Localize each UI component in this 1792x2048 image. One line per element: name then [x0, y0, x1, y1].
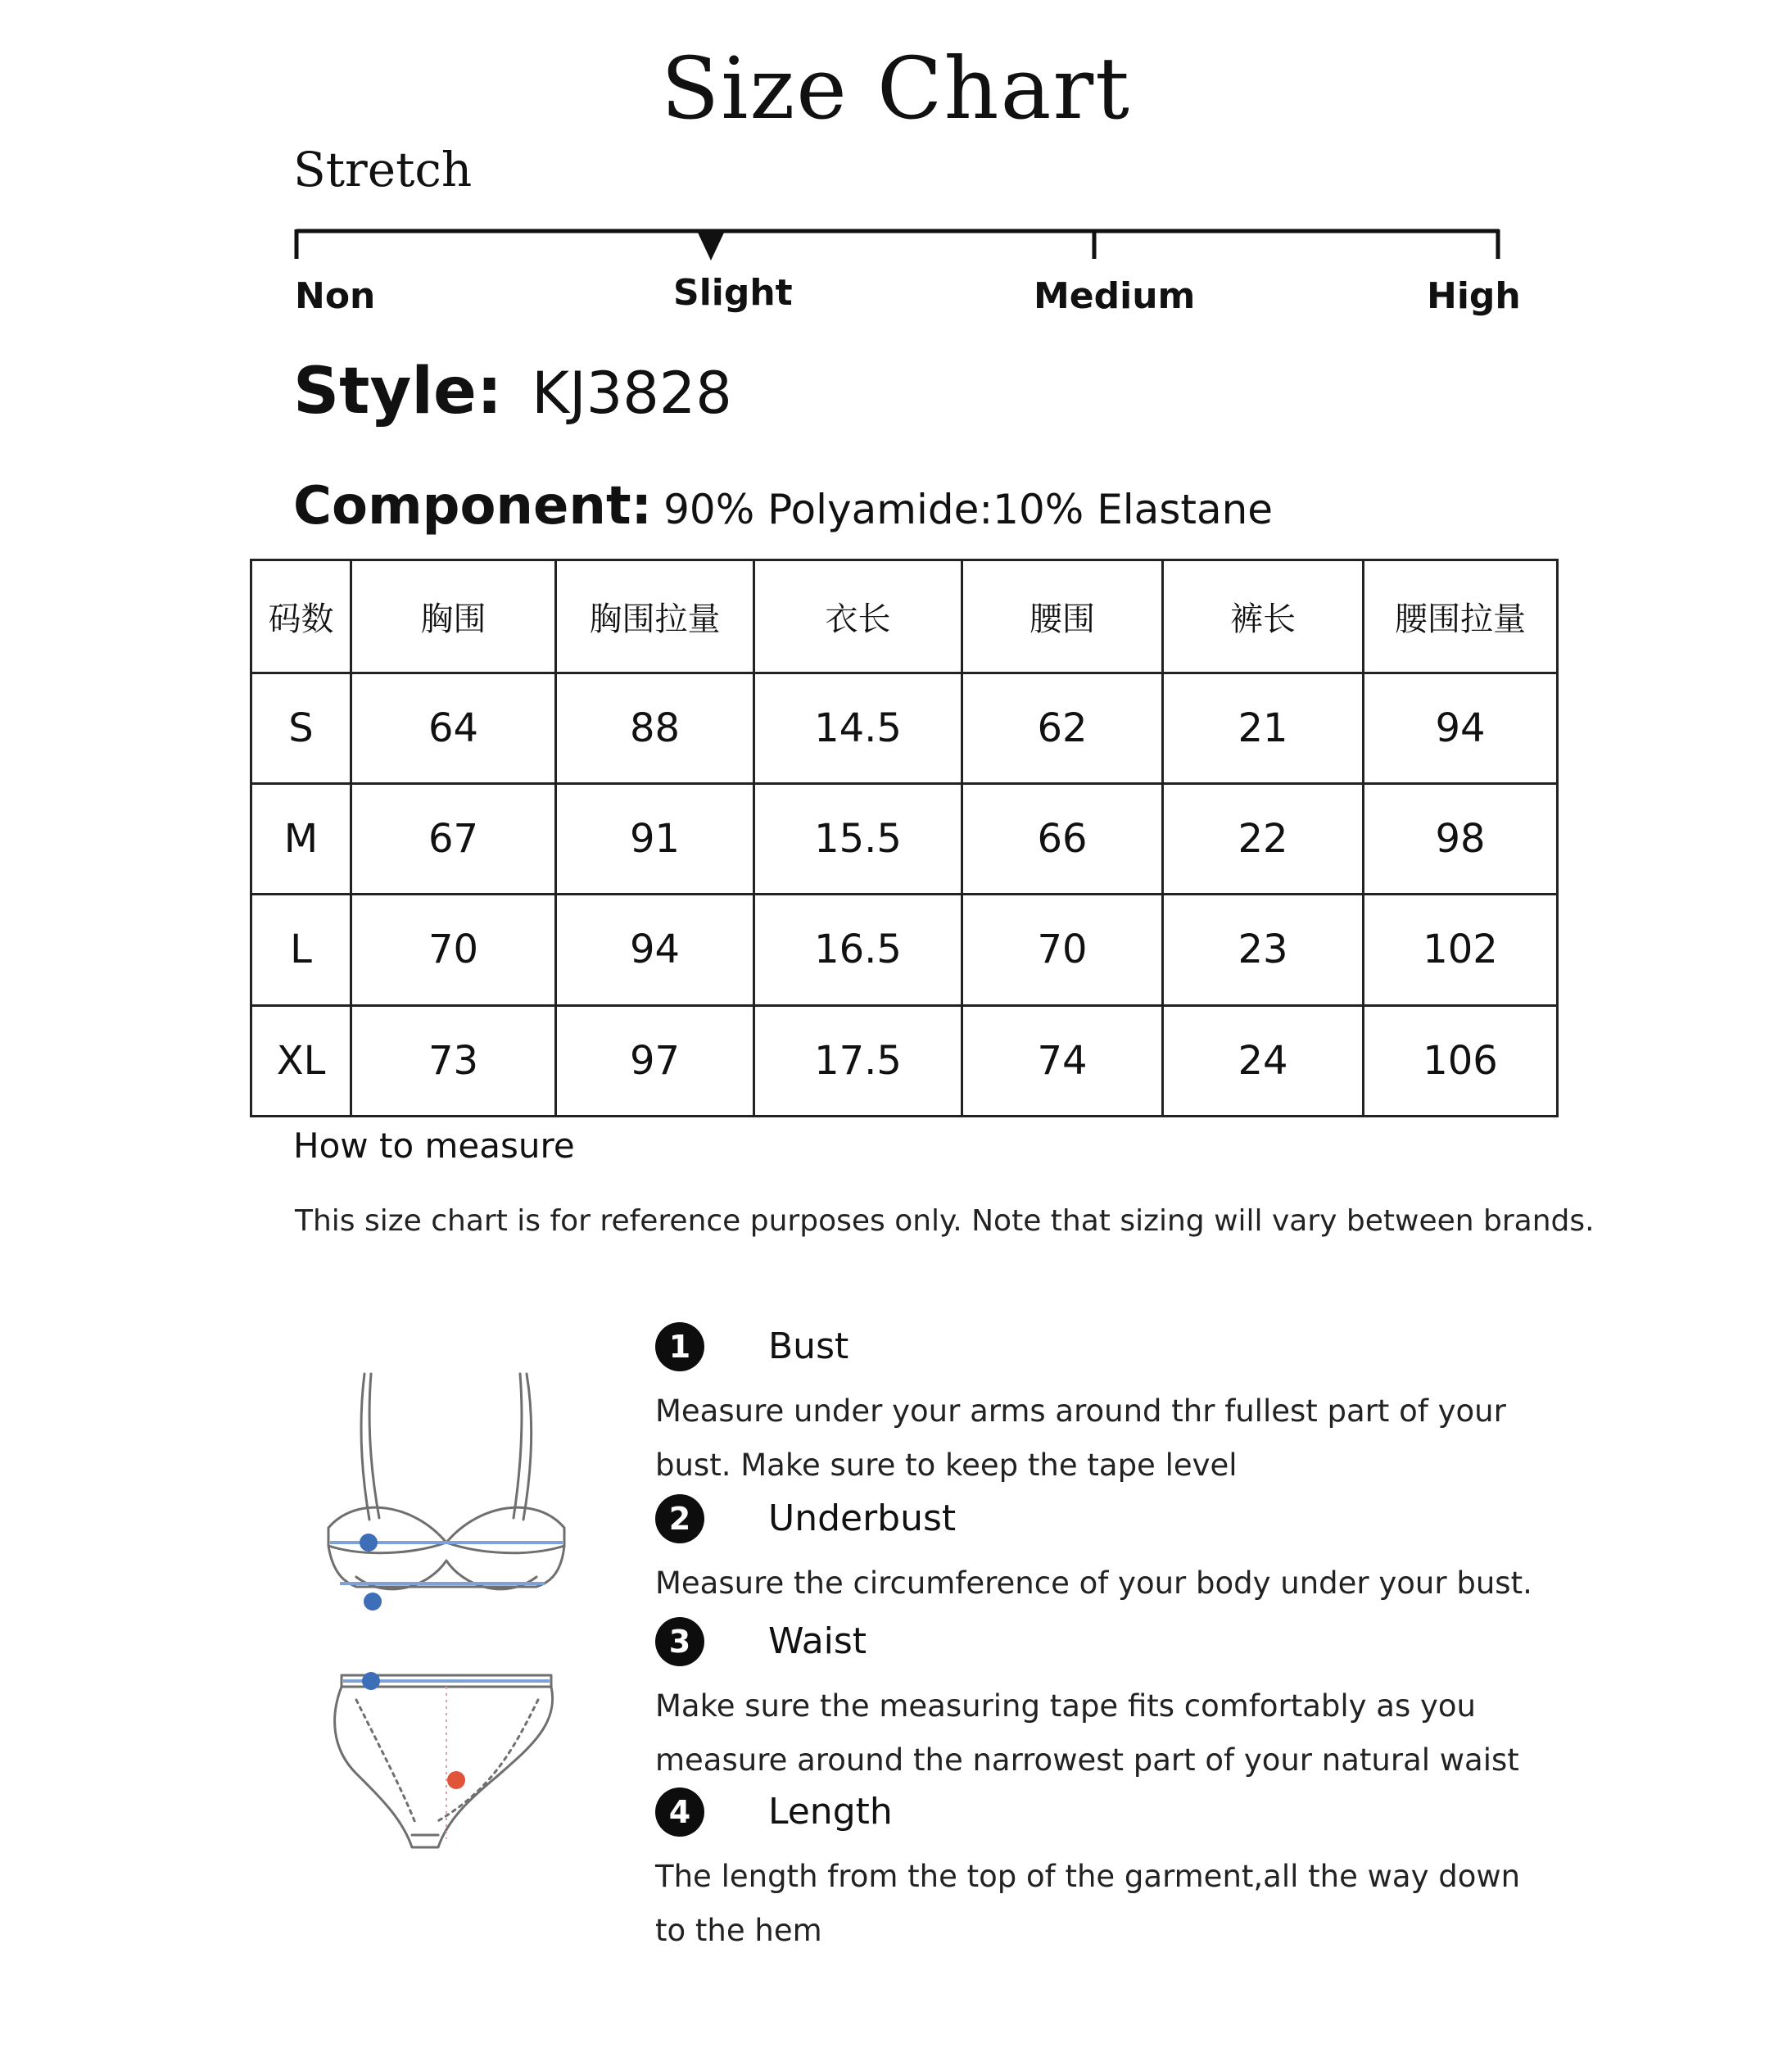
marker-3-icon — [362, 1672, 380, 1690]
table-cell: 14.5 — [754, 673, 962, 783]
bottoms-leg-right — [435, 1700, 538, 1823]
table-cell: 66 — [962, 783, 1163, 894]
table-cell: 94 — [1364, 673, 1558, 783]
measure-item-bust — [655, 1321, 1540, 1493]
measure-description: Measure the circumference of your body under your bust. — [655, 1565, 1532, 1601]
table-cell: 94 — [556, 895, 754, 1005]
left-strap — [361, 1374, 369, 1520]
bottoms-body — [335, 1687, 553, 1847]
table-cell: 97 — [556, 1005, 754, 1116]
stretch-scale — [0, 0, 1792, 344]
table-cell: 73 — [351, 1005, 556, 1116]
number-badge-1-icon: 1 — [655, 1322, 704, 1371]
number-badge-4-icon: 4 — [655, 1787, 704, 1837]
stretch-indicator-icon — [698, 233, 724, 261]
table-cell: 91 — [556, 783, 754, 894]
size-table — [250, 559, 1559, 1117]
component-label: Component: — [293, 476, 653, 537]
marker-1-icon — [360, 1534, 378, 1552]
table-cell: 24 — [1163, 1005, 1364, 1116]
table-cell: 70 — [962, 895, 1163, 1005]
page-title: Size Chart — [661, 39, 1131, 138]
style-value: KJ3828 — [532, 360, 732, 427]
table-row — [251, 1005, 1558, 1116]
table-cell: 15.5 — [754, 783, 962, 894]
stretch-level-non: Non — [295, 275, 376, 317]
stretch-label: Stretch — [293, 142, 473, 197]
style-line — [293, 354, 732, 431]
measure-name: Underbust — [768, 1497, 957, 1539]
header-waist: 腰围 — [962, 560, 1163, 673]
measure-description: The length from the top of the garment,all the way down to the hem — [655, 1859, 1521, 1948]
right-strap — [523, 1374, 532, 1520]
table-cell: 98 — [1364, 783, 1558, 894]
number-badge-3-icon: 3 — [655, 1617, 704, 1666]
table-row — [251, 895, 1558, 1005]
table-cell: 74 — [962, 1005, 1163, 1116]
measure-name: Waist — [768, 1620, 867, 1662]
measure-item-length — [655, 1786, 1540, 1958]
table-cell: L — [251, 895, 351, 1005]
table-cell: XL — [251, 1005, 351, 1116]
header-waist-stretch: 腰围拉量 — [1364, 560, 1558, 673]
measure-name: Bust — [768, 1325, 849, 1367]
measure-description: Measure under your arms around thr fullest part of your bust. Make sure to keep the tape level — [655, 1393, 1506, 1483]
table-cell: M — [251, 783, 351, 894]
style-label: Style: — [293, 355, 503, 428]
table-cell: 88 — [556, 673, 754, 783]
how-to-measure-title: How to measure — [293, 1126, 575, 1166]
marker-2-icon — [364, 1593, 382, 1611]
table-cell: 17.5 — [754, 1005, 962, 1116]
left-strap-inner — [369, 1374, 379, 1518]
table-cell: 102 — [1364, 895, 1558, 1005]
component-value: 90% Polyamide:10% Elastane — [663, 486, 1274, 533]
table-cell: S — [251, 673, 351, 783]
table-header-row — [251, 560, 1558, 673]
right-strap-inner — [514, 1374, 522, 1518]
left-cup — [328, 1507, 446, 1553]
stretch-level-high: High — [1427, 275, 1521, 317]
number-badge-2-icon: 2 — [655, 1494, 704, 1543]
table-cell: 64 — [351, 673, 556, 783]
header-bottom-length: 裤长 — [1163, 560, 1364, 673]
table-cell: 16.5 — [754, 895, 962, 1005]
right-cup — [446, 1507, 564, 1553]
measure-name: Length — [768, 1791, 893, 1833]
disclaimer-note: This size chart is for reference purposes only. Note that sizing will vary between brands. — [295, 1204, 1595, 1238]
stretch-level-slight: Slight — [673, 272, 793, 314]
component-line — [293, 475, 1273, 541]
table-cell: 106 — [1364, 1005, 1558, 1116]
table-cell: 70 — [351, 895, 556, 1005]
table-cell: 21 — [1163, 673, 1364, 783]
table-cell: 67 — [351, 783, 556, 894]
table-row — [251, 673, 1558, 783]
measure-description: Make sure the measuring tape fits comfortably as you measure around the narrowest part of your natural waist — [655, 1688, 1519, 1778]
bikini-measurement-diagram — [324, 1364, 586, 1855]
header-size: 码数 — [251, 560, 351, 673]
table-row — [251, 783, 1558, 894]
measure-item-underbust — [655, 1493, 1540, 1611]
table-cell: 22 — [1163, 783, 1364, 894]
table-cell: 62 — [962, 673, 1163, 783]
header-bust-stretch: 胸围拉量 — [556, 560, 754, 673]
measure-item-waist — [655, 1615, 1540, 1787]
stretch-level-medium: Medium — [1034, 275, 1196, 317]
table-cell: 23 — [1163, 895, 1364, 1005]
marker-4-icon — [447, 1771, 465, 1789]
header-top-length: 衣长 — [754, 560, 962, 673]
header-bust: 胸围 — [351, 560, 556, 673]
